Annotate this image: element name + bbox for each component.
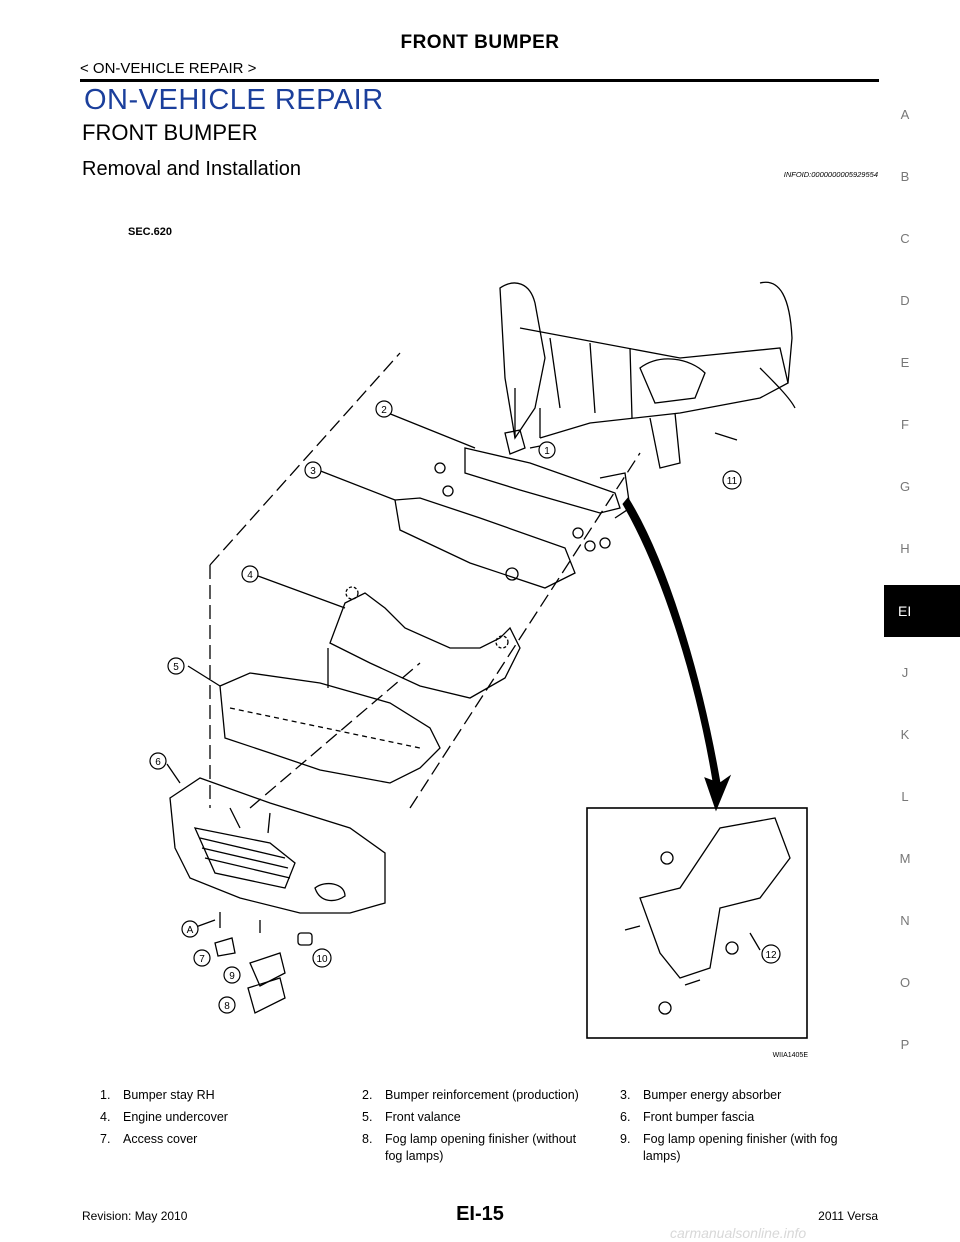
callout-label-3: 3: [310, 466, 316, 477]
nav-letter-f[interactable]: F: [901, 417, 909, 432]
procedure-title: Removal and Installation: [82, 158, 302, 180]
callout-label-7: 7: [199, 954, 205, 965]
dashed-guide-top-left: [210, 353, 400, 565]
nav-letter-j[interactable]: J: [901, 665, 909, 680]
legend-item: [620, 1131, 843, 1165]
figure-code-label: WIIA1405E: [772, 1052, 808, 1059]
section-title: ON-VEHICLE REPAIR: [84, 84, 384, 116]
nav-tab-ei-active[interactable]: EI: [884, 585, 960, 637]
legend-text: Fog lamp opening finisher (without fog lamps): [385, 1132, 577, 1163]
legend-item: [620, 1109, 843, 1126]
legend-num: 7.: [100, 1132, 111, 1146]
legend-num: 4.: [100, 1110, 111, 1124]
legend-num: 5.: [362, 1110, 373, 1124]
legend-num: 8.: [362, 1132, 373, 1146]
callout-label-a: A: [186, 925, 194, 936]
legend-item: [100, 1109, 323, 1126]
legend-item: [620, 1087, 843, 1104]
access-cover-part: [215, 938, 235, 956]
nav-letter-p[interactable]: P: [900, 1037, 910, 1052]
callout-label-12: 12: [765, 950, 777, 961]
header-rule: [80, 79, 879, 82]
footer-page-number: EI-15: [456, 1203, 504, 1225]
nav-letter-h[interactable]: H: [900, 541, 910, 556]
legend-num: 6.: [620, 1110, 631, 1124]
legend-num: 1.: [100, 1088, 111, 1102]
page-header-subtitle: < ON-VEHICLE REPAIR >: [80, 60, 257, 77]
nav-letter-n[interactable]: N: [900, 913, 910, 928]
section-code-label: SEC.620: [128, 226, 173, 238]
clip-part: [298, 933, 312, 945]
callout-label-9: 9: [229, 971, 235, 982]
nav-letter-m[interactable]: M: [899, 851, 911, 866]
fog-lamp-finisher-with-part: [250, 953, 285, 986]
callout-label-10: 10: [316, 954, 328, 965]
legend-num: 2.: [362, 1088, 373, 1102]
detail-pointer-arrow: [623, 498, 730, 810]
legend-item: [362, 1131, 585, 1165]
footer-revision: Revision: May 2010: [82, 1209, 188, 1223]
legend-text: Bumper stay RH: [123, 1088, 215, 1102]
sub-title: FRONT BUMPER: [82, 120, 258, 145]
nav-letter-l[interactable]: L: [901, 789, 909, 804]
detail-inset-box: [587, 808, 807, 1038]
dashed-guide-mid: [250, 663, 420, 808]
legend-item: [100, 1131, 323, 1148]
legend-text: Engine undercover: [123, 1110, 228, 1124]
legend-text: Bumper energy absorber: [643, 1088, 782, 1102]
legend-item: [362, 1109, 585, 1126]
callout-label-6: 6: [155, 757, 161, 768]
page-header-title: FRONT BUMPER: [400, 32, 560, 53]
legend-text: Bumper reinforcement (production): [385, 1088, 579, 1102]
nav-letter-k[interactable]: K: [900, 727, 910, 742]
legend-text: Front bumper fascia: [643, 1110, 755, 1124]
legend-num: 9.: [620, 1132, 631, 1146]
callout-label-4: 4: [247, 570, 253, 581]
nav-letter-o[interactable]: O: [899, 975, 911, 990]
footer-model: 2011 Versa: [818, 1209, 878, 1223]
front-valance-part: [220, 673, 440, 783]
side-nav: [884, 0, 960, 1242]
legend-text: Front valance: [385, 1110, 461, 1124]
body-shell-drawing: [500, 282, 795, 468]
legend-item: [362, 1087, 585, 1104]
legend-text: Fog lamp opening finisher (with fog lamps): [643, 1132, 838, 1163]
nav-letter-g[interactable]: G: [899, 479, 911, 494]
bumper-energy-absorber-part: [395, 498, 575, 588]
exploded-view-figure: [120, 208, 820, 1068]
nav-letter-e[interactable]: E: [900, 355, 910, 370]
callout-label-2: 2: [381, 405, 387, 416]
callout-label-5: 5: [173, 662, 179, 673]
legend-num: 3.: [620, 1088, 631, 1102]
bumper-reinforcement-part: [465, 448, 620, 513]
callout-label-1: 1: [544, 446, 550, 457]
nav-letter-c[interactable]: C: [900, 231, 910, 246]
nav-letter-d[interactable]: D: [900, 293, 910, 308]
legend-text: Access cover: [123, 1132, 198, 1146]
callout-label-8: 8: [224, 1001, 230, 1012]
info-id: INFOID:0000000005929554: [783, 170, 878, 179]
nav-letter-b[interactable]: B: [900, 169, 910, 184]
exploded-view-drawing: [120, 208, 820, 1068]
callout-label-11: 11: [726, 476, 738, 487]
watermark: carmanualsonline.info: [670, 1225, 807, 1241]
legend-item: [100, 1087, 323, 1104]
nav-letter-a[interactable]: A: [900, 107, 910, 122]
